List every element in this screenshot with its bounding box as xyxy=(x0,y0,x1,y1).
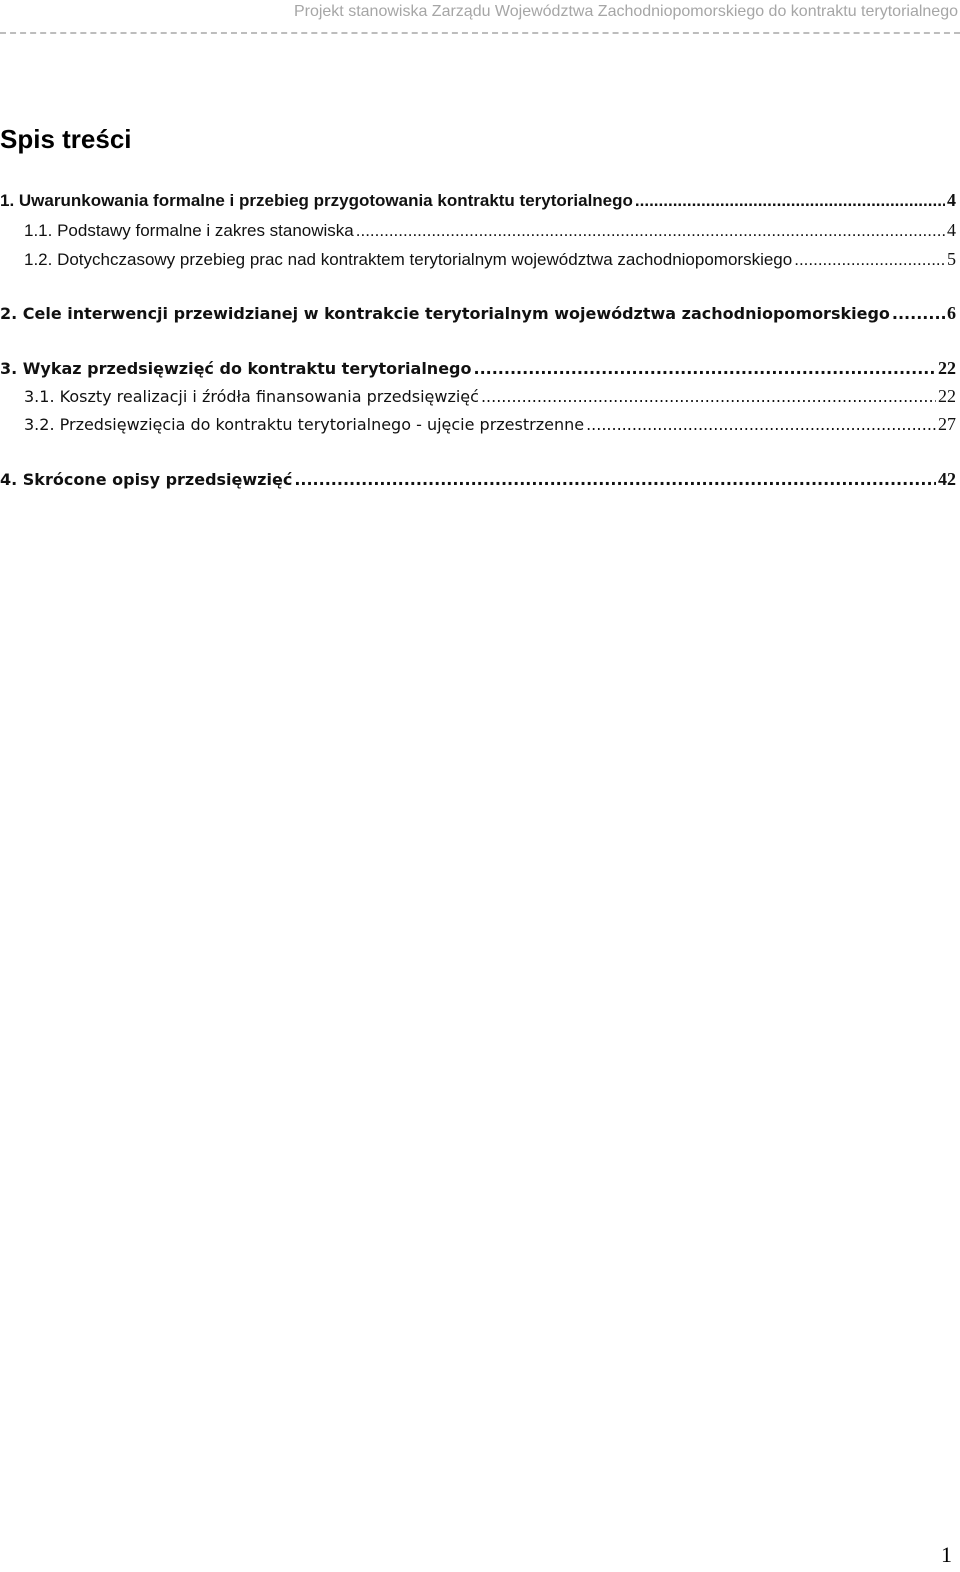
toc-title: Spis treści xyxy=(0,124,132,154)
toc-entry-1-2[interactable] xyxy=(0,246,956,272)
toc-entry-label: 3.1. Koszty realizacji i źródła finansowania przedsięwzięć xyxy=(24,387,479,406)
toc-dot-leader xyxy=(892,301,945,326)
toc-entry-page: 22 xyxy=(938,358,956,378)
page-number: 1 xyxy=(941,1542,952,1567)
toc-entry-1[interactable] xyxy=(0,187,956,213)
toc-entry-page: 5 xyxy=(947,249,956,269)
header-divider xyxy=(0,32,960,34)
toc-entry-page: 4 xyxy=(947,220,956,240)
toc-entry-page: 4 xyxy=(947,190,956,210)
toc-entry-label: 1. Uwarunkowania formalne i przebieg przygotowania kontraktu terytorialnego xyxy=(0,191,633,210)
toc-entry-label: 3. Wykaz przedsięwzięć do kontraktu terytorialnego xyxy=(0,359,472,378)
toc-entry-page: 6 xyxy=(947,303,956,323)
toc-entry-label: 4. Skrócone opisy przedsięwzięć xyxy=(0,470,293,489)
toc-entry-label: 1.2. Dotychczasowy przebieg prac nad kontraktem terytorialnym województwa zachodniopomorskiego xyxy=(24,250,793,269)
toc-entry-label: 2. Cele interwencji przewidzianej w kontrakcie terytorialnym województwa zachodniopomorskiego xyxy=(0,304,890,323)
running-header: Projekt stanowiska Zarządu Województwa Zachodniopomorskiego do kontraktu terytorialnego xyxy=(293,3,958,20)
toc-entry-3-1[interactable] xyxy=(0,383,956,409)
toc-entry-2[interactable] xyxy=(0,300,956,326)
toc-entry-label: 1.1. Podstawy formalne i zakres stanowiska xyxy=(24,221,354,240)
toc-dot-leader xyxy=(294,467,936,492)
toc-entry-page: 27 xyxy=(938,414,956,434)
toc-entry-3[interactable] xyxy=(0,355,956,381)
toc-entry-page: 22 xyxy=(938,386,956,406)
toc-entry-page: 42 xyxy=(938,469,956,489)
toc-entry-label: 3.2. Przedsięwzięcia do kontraktu terytorialnego - ujęcie przestrzenne xyxy=(24,415,585,434)
toc-entry-4[interactable] xyxy=(0,466,956,492)
toc-dot-leader xyxy=(481,384,936,409)
toc-dot-leader xyxy=(586,412,936,437)
toc-entry-1-1[interactable] xyxy=(0,217,956,243)
toc-dot-leader xyxy=(473,356,936,381)
toc-dot-leader xyxy=(356,218,945,243)
toc-dot-leader xyxy=(794,247,945,272)
toc-entry-3-2[interactable] xyxy=(0,411,956,437)
toc-dot-leader xyxy=(635,188,945,213)
